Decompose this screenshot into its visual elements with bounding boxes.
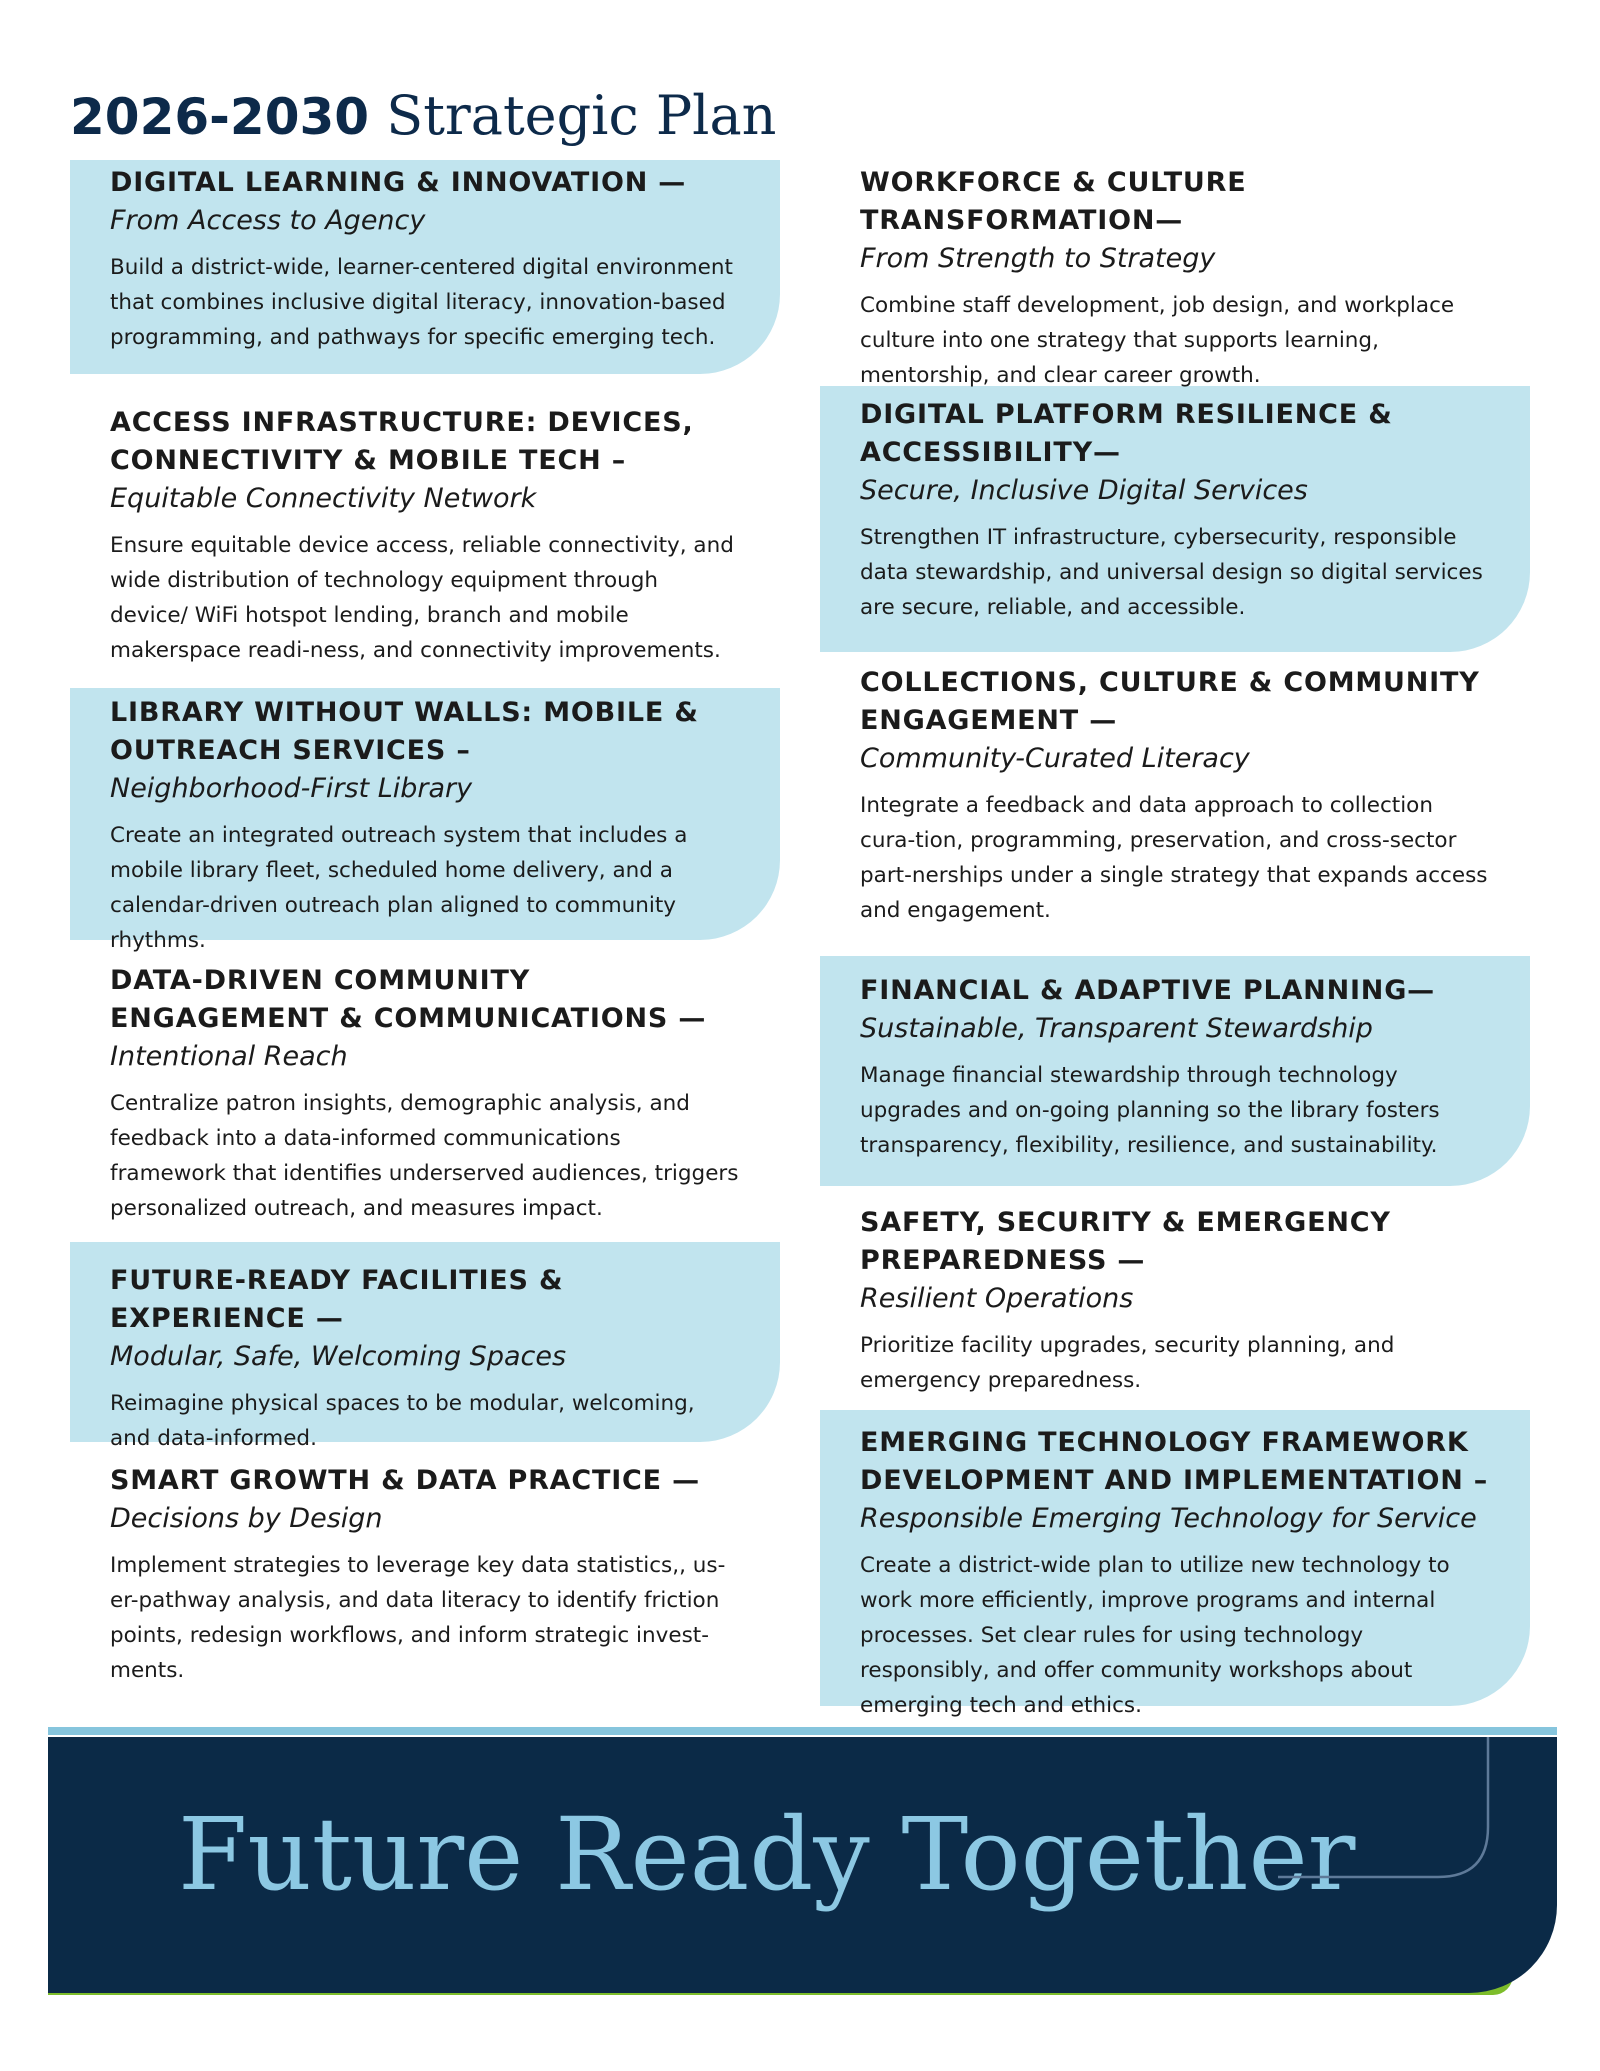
section-subtitle: Decisions by Design <box>110 1503 383 1534</box>
section-subtitle: Sustainable, Transparent Stewardship <box>860 1013 1373 1044</box>
section-body: Create an integrated outreach system that includes a mobile library fleet, scheduled home delivery, and a calendar-driven outreach plan aligned to community rhythms. <box>110 823 688 953</box>
footer-tagline: Future Ready Together <box>178 1796 1356 1913</box>
section-title: DIGITAL LEARNING & INNOVATION — <box>110 167 687 198</box>
decorative-swoosh-icon <box>1228 1737 1528 1887</box>
section-safety-security <box>820 1186 1530 1410</box>
section-title: ACCESS INFRASTRUCTURE: DEVICES, CONNECTIVITY & MOBILE TECH – <box>110 407 694 476</box>
section-body: Combine staff development, job design, and workplace culture into one strategy that supports learning, mentorship, and clear career growth. <box>860 293 1455 388</box>
section-body: Reimagine physical spaces to be modular, welcoming, and data-informed. <box>110 1391 695 1451</box>
section-body: Manage financial stewardship through technology upgrades and on-going planning so the library fosters transparency, flexibility, resilience, and sustainability. <box>860 1063 1440 1158</box>
section-library-without-walls <box>70 688 780 953</box>
section-digital-learning <box>70 160 780 374</box>
section-subtitle: Resilient Operations <box>860 1283 1134 1314</box>
section-body: Strengthen IT infrastructure, cybersecurity, responsible data stewardship, and universal design so digital services are secure, reliable, and accessible. <box>860 525 1483 620</box>
section-title: FINANCIAL & ADAPTIVE PLANNING— <box>860 975 1435 1006</box>
section-data-driven-engagement <box>70 940 780 1242</box>
section-title: DIGITAL PLATFORM RESILIENCE & ACCESSIBILITY— <box>860 399 1393 468</box>
section-title: SAFETY, SECURITY & EMERGENCY PREPAREDNESS — <box>860 1207 1391 1276</box>
section-subtitle: Equitable Connectivity Network <box>110 483 537 514</box>
section-smart-growth <box>70 1442 780 1692</box>
section-title: LIBRARY WITHOUT WALLS: MOBILE & OUTREACH SERVICES – <box>110 697 699 766</box>
section-subtitle: Intentional Reach <box>110 1041 348 1072</box>
section-workforce-culture <box>820 160 1530 386</box>
section-title: DATA-DRIVEN COMMUNITY ENGAGEMENT & COMMUNICATIONS — <box>110 965 707 1034</box>
section-subtitle: Neighborhood-First Library <box>110 773 473 804</box>
section-title: FUTURE-READY FACILITIES & EXPERIENCE — <box>110 1265 564 1334</box>
section-body: Centralize patron insights, demographic analysis, and feedback into a data-informed communications framework that identifies underserved audiences, triggers personalized outreach, and measures impact. <box>110 1091 739 1221</box>
section-title: WORKFORCE & CULTURE TRANSFORMATION— <box>860 167 1247 236</box>
section-subtitle: From Strength to Strategy <box>860 243 1216 274</box>
page-title-rest: Strategic Plan <box>369 84 777 147</box>
right-column <box>820 160 1530 1718</box>
left-column <box>70 160 780 1692</box>
section-collections-culture <box>820 652 1530 956</box>
footer-top-rule <box>48 1727 1557 1735</box>
section-digital-platform <box>820 386 1530 652</box>
section-subtitle: Secure, Inclusive Digital Services <box>860 475 1308 506</box>
section-body: Build a district-wide, learner-centered digital environment that combines inclusive digital literacy, innovation-based programming, and pathways for specific emerging tech. <box>110 255 733 350</box>
footer-banner <box>48 1737 1557 1993</box>
section-body: Prioritize facility upgrades, security planning, and emergency preparedness. <box>860 1333 1395 1393</box>
page-title <box>70 80 776 153</box>
section-emerging-technology <box>820 1410 1530 1718</box>
section-body: Integrate a feedback and data approach to collection cura-tion, programming, preservation, and cross-sector part-nerships under a single strategy that expands access and engagement. <box>860 793 1488 923</box>
section-body: Implement strategies to leverage key data statistics,, us-er-pathway analysis, and data literacy to identify friction points, redesign workflows, and inform strategic invest-ments. <box>110 1553 726 1683</box>
section-subtitle: From Access to Agency <box>110 205 426 236</box>
section-subtitle: Responsible Emerging Technology for Service <box>860 1503 1477 1534</box>
section-future-ready-facilities <box>70 1242 780 1451</box>
section-title: SMART GROWTH & DATA PRACTICE — <box>110 1465 700 1496</box>
section-financial-planning <box>820 956 1530 1186</box>
section-subtitle: Modular, Safe, Welcoming Spaces <box>110 1341 567 1372</box>
section-subtitle: Community-Curated Literacy <box>860 743 1250 774</box>
section-access-infrastructure <box>70 374 780 688</box>
section-title: COLLECTIONS, CULTURE & COMMUNITY ENGAGEMENT — <box>860 667 1480 736</box>
section-title: EMERGING TECHNOLOGY FRAMEWORK DEVELOPMENT AND IMPLEMENTATION – <box>860 1427 1489 1496</box>
page-title-years: 2026-2030 <box>70 88 370 146</box>
section-body: Ensure equitable device access, reliable connectivity, and wide distribution of technology equipment through device/ WiFi hotspot lending, branch and mobile makerspace readi-ness, and connectivity improvements. <box>110 533 734 663</box>
section-body: Create a district-wide plan to utilize new technology to work more efficiently, improve programs and internal processes. Set clear rules for using technology responsibly, and offer community workshops about emerging tech and ethics. <box>860 1553 1450 1718</box>
